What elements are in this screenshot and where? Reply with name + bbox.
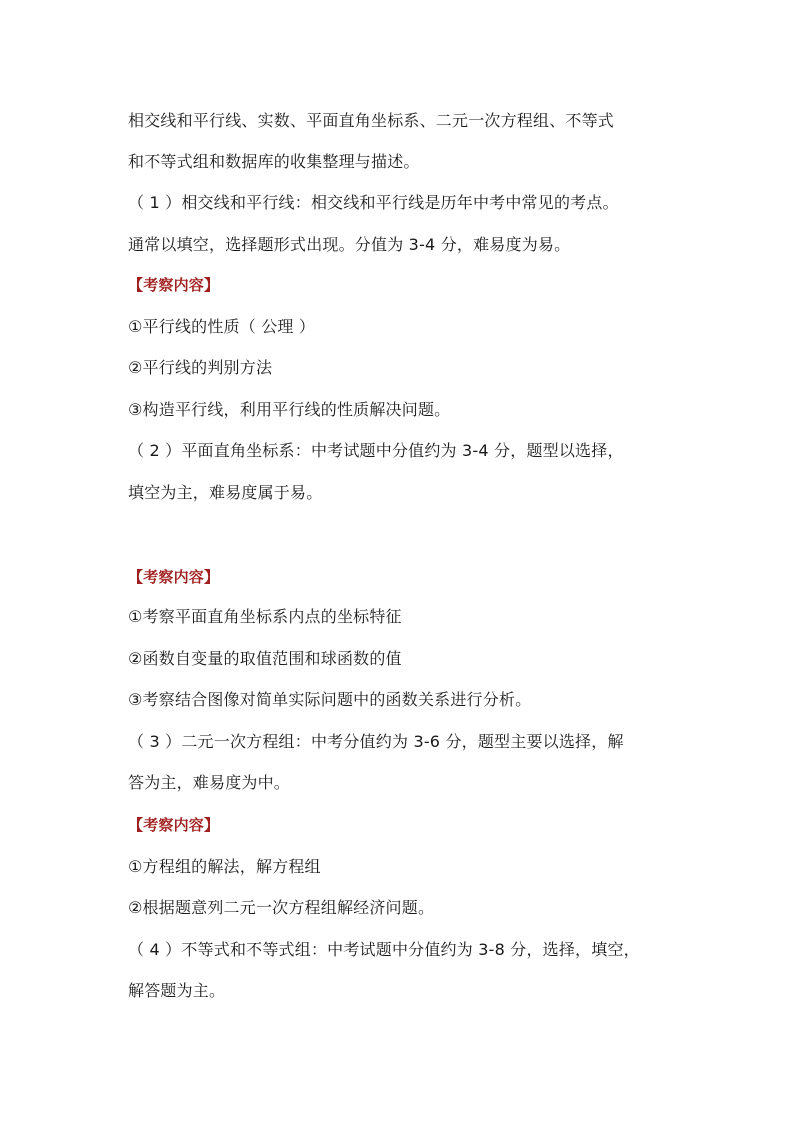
- paragraph-line: 通常以填空，选择题形式出现。分值为 3-4 分，难易度为易。: [128, 235, 571, 254]
- paragraph-line: 解答题为主。: [128, 981, 226, 1000]
- paragraph-line: 答为主，难易度为中。: [128, 773, 291, 792]
- section-heading: 【考察内容】: [128, 276, 220, 294]
- section-heading: 【考察内容】: [128, 816, 220, 834]
- paragraph-line: （ 2 ）平面直角坐标系：中考试题中分值约为 3-4 分，题型以选择，: [128, 441, 624, 460]
- list-item: ③构造平行线，利用平行线的性质解决问题。: [128, 400, 451, 419]
- list-item: ②函数自变量的取值范围和球函数的值: [128, 649, 402, 668]
- list-item: ②根据题意列二元一次方程组解经济问题。: [128, 898, 435, 917]
- list-item: ①考察平面直角坐标系内点的坐标特征: [128, 607, 402, 626]
- list-item: ①平行线的性质（ 公理 ）: [128, 317, 316, 336]
- paragraph-line: 填空为主，难易度属于易。: [128, 483, 323, 502]
- list-item: ①方程组的解法，解方程组: [128, 857, 321, 876]
- paragraph-line: 和不等式组和数据库的收集整理与描述。: [128, 152, 420, 171]
- list-item: ②平行线的判别方法: [128, 358, 273, 377]
- paragraph-line: 相交线和平行线、实数、平面直角坐标系、二元一次方程组、不等式: [128, 111, 615, 130]
- section-heading: 【考察内容】: [128, 568, 220, 586]
- paragraph-line: （ 4 ）不等式和不等式组：中考试题中分值约为 3-8 分，选择，填空，: [128, 940, 640, 959]
- paragraph-line: （ 1 ）相交线和平行线：相交线和平行线是历年中考中常见的考点。: [128, 193, 619, 212]
- paragraph-line: （ 3 ）二元一次方程组：中考分值约为 3-6 分，题型主要以选择，解: [128, 732, 624, 751]
- list-item: ③考察结合图像对简单实际问题中的函数关系进行分析。: [128, 690, 532, 709]
